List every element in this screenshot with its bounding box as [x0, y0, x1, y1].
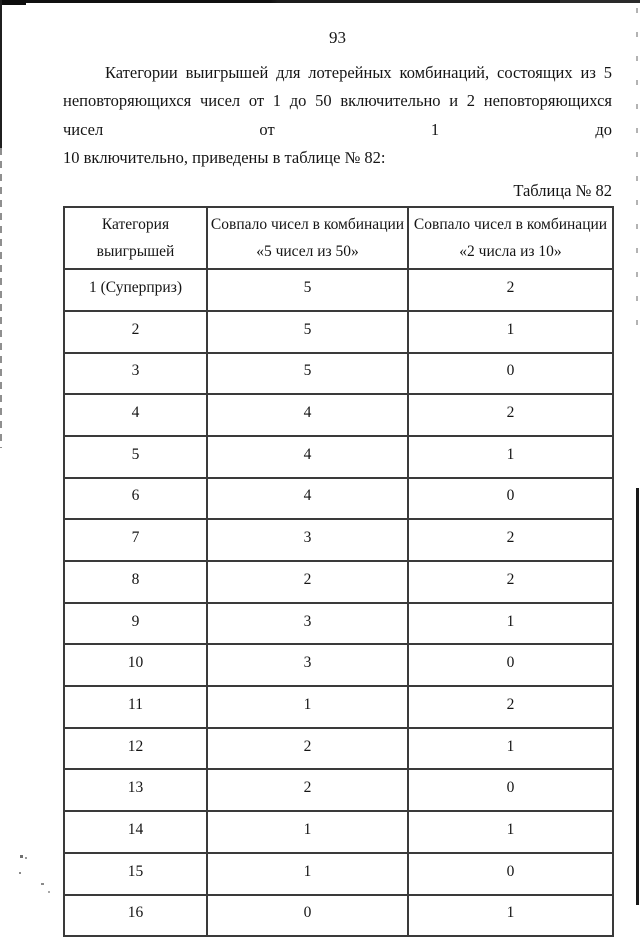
- header-line: Совпало чисел в комбинации: [210, 216, 405, 234]
- header-line: Совпало чисел в комбинации: [413, 216, 608, 234]
- table-cell: 12: [64, 728, 207, 770]
- header-line: «2 числа из 10»: [459, 243, 562, 261]
- header-line: Категория: [101, 216, 170, 234]
- table-cell: 0: [408, 478, 613, 520]
- table-cell: 3: [207, 603, 408, 645]
- table-body: [64, 269, 613, 936]
- table-cell: 10: [64, 644, 207, 686]
- table-cell: 11: [64, 686, 207, 728]
- table-cell: 2: [408, 686, 613, 728]
- table-cell: 2: [408, 269, 613, 311]
- table-row: [64, 353, 613, 395]
- table-row: [64, 436, 613, 478]
- header-cell-match-5of50: [207, 207, 408, 269]
- table-row: [64, 728, 613, 770]
- table-cell: 1: [408, 311, 613, 353]
- header-line: выигрышей: [96, 243, 175, 261]
- table-row: [64, 478, 613, 520]
- table-cell: 2: [408, 561, 613, 603]
- paragraph-line: Категории выигрышей для лотерейных комбинаций, состоящих из 5: [105, 63, 612, 82]
- table-cell: 3: [207, 644, 408, 686]
- table-cell: 2: [408, 519, 613, 561]
- scan-border-right-faint: [636, 8, 638, 338]
- table-cell: 13: [64, 769, 207, 811]
- table-cell: 1 (Суперприз): [64, 269, 207, 311]
- table-row: [64, 769, 613, 811]
- table-cell: 1: [207, 853, 408, 895]
- table-cell: 16: [64, 895, 207, 937]
- table-cell: 1: [207, 686, 408, 728]
- table-cell: 14: [64, 811, 207, 853]
- page-number: 93: [329, 28, 346, 47]
- intro-paragraph: [63, 59, 612, 172]
- table-cell: 5: [207, 269, 408, 311]
- table-row: [64, 895, 613, 937]
- table-cell: 0: [207, 895, 408, 937]
- table-cell: 8: [64, 561, 207, 603]
- table-cell: 2: [64, 311, 207, 353]
- scan-border-left-faint: [0, 148, 2, 448]
- table-cell: 15: [64, 853, 207, 895]
- header-cell-match-2of10: [408, 207, 613, 269]
- table-row: [64, 603, 613, 645]
- table-cell: 5: [207, 311, 408, 353]
- scan-speckle: [25, 857, 27, 859]
- table-row: [64, 853, 613, 895]
- table-cell: 1: [207, 811, 408, 853]
- table-cell: 6: [64, 478, 207, 520]
- table-row: [64, 644, 613, 686]
- table-cell: 3: [64, 353, 207, 395]
- table-cell: 2: [207, 769, 408, 811]
- table-cell: 1: [408, 728, 613, 770]
- header-line: «5 чисел из 50»: [256, 243, 359, 261]
- table-header: [64, 207, 613, 269]
- scan-border-top-blob: [0, 0, 26, 5]
- table-cell: 1: [408, 436, 613, 478]
- scan-speckle: [48, 891, 50, 893]
- table-row: [64, 269, 613, 311]
- table-row: [64, 519, 613, 561]
- header-cell-category: [64, 207, 207, 269]
- scan-border-right-dark: [636, 488, 639, 905]
- table-cell: 5: [64, 436, 207, 478]
- table-row: [64, 561, 613, 603]
- table-cell: 0: [408, 853, 613, 895]
- table-cell: 9: [64, 603, 207, 645]
- table-cell: 3: [207, 519, 408, 561]
- table-cell: 0: [408, 353, 613, 395]
- table-cell: 2: [207, 728, 408, 770]
- table-row: [64, 811, 613, 853]
- table-cell: 5: [207, 353, 408, 395]
- table-caption: Таблица № 82: [513, 181, 612, 201]
- scan-border-left-dark: [0, 0, 2, 148]
- table-cell: 1: [408, 895, 613, 937]
- table-cell: 2: [207, 561, 408, 603]
- paragraph-line: 10 включительно, приведены в таблице № 82:: [63, 147, 386, 167]
- table-cell: 1: [408, 603, 613, 645]
- table-cell: 0: [408, 644, 613, 686]
- winnings-table: [63, 206, 614, 937]
- scan-speckle: [41, 883, 44, 885]
- scan-speckle: [20, 855, 23, 858]
- table-row: [64, 686, 613, 728]
- table-cell: 4: [207, 436, 408, 478]
- table-cell: 4: [64, 394, 207, 436]
- table-row: [64, 311, 613, 353]
- table-cell: 0: [408, 769, 613, 811]
- table-row: [64, 394, 613, 436]
- page-content: [63, 0, 612, 937]
- scan-speckle: [19, 872, 21, 874]
- table-cell: 4: [207, 478, 408, 520]
- paragraph-line: неповторяющихся чисел от 1 до 50 включительно и 2 неповторяющихся чисел от 1 до: [63, 91, 612, 139]
- table-cell: 4: [207, 394, 408, 436]
- table-cell: 2: [408, 394, 613, 436]
- table-cell: 7: [64, 519, 207, 561]
- table-cell: 1: [408, 811, 613, 853]
